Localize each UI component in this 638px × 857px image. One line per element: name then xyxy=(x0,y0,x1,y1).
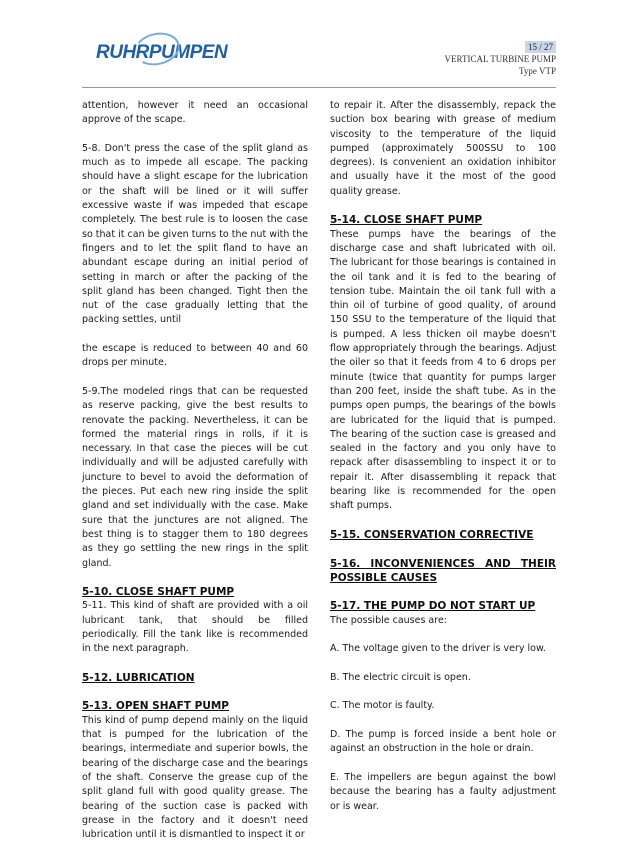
paragraph: This kind of pump depend mainly on the liquid that is pumped for the lubrication of the bearings, intermediate and superior bowls, the bearing of the discharge case and the bearings of the shaft. Conserve the grease cup of the split gland full with good quality grease. The bearing of the suction case is packed with grease in the factory and it doesn't need lubrication until it is dismantled to inspect it or xyxy=(82,714,308,841)
logo-text: RUHRPUMPEN xyxy=(96,42,228,63)
document-header xyxy=(445,41,556,77)
section-heading: 5-10. CLOSE SHAFT PUMP xyxy=(82,586,235,599)
section-heading: 5-16. INCONVENIENCES AND THEIR POSSIBLE CAUSES xyxy=(330,557,556,584)
paragraph: The possible causes are: xyxy=(330,614,447,626)
paragraph: to repair it. After the disassembly, repack the suction box bearing with grease of medium viscosity to the temperature of the liquid pumped (approximately 500SSU to 100 degrees). Is convenient an oxidation inhibitor and usually have it the most of the good quality grease. xyxy=(330,100,556,197)
cause-item: C. The motor is faulty. xyxy=(330,700,435,712)
paragraph: 5-11. This kind of shaft are provided with a oil lubricant tank, that should be filled periodically. Fill the tank like is recommended in the next paragraph. xyxy=(82,600,308,655)
paragraph: attention, however it need an occasional approve of the scape. xyxy=(82,100,308,126)
company-logo xyxy=(96,42,227,64)
logo-swoosh-icon xyxy=(131,29,183,70)
cause-item: E. The impellers are begun against the bowl because the bearing has a faulty adjustment or is wear. xyxy=(330,771,556,812)
paragraph: 5-8. Don't press the case of the split gland as much as to impede all escape. The packing should have a slight escape for the lubrication or the shaft will be lined or it will suffer excessive waste if was impeded that escape completely. The best rule is to loosen the case so that it can be given turns to the nut with the fingers and to let the split fland to have an abundant escape during an initial period of setting in march or after the packing of the split gland has been changed. Tight then the nut of the case gradually letting that the packing settles, until xyxy=(82,142,308,326)
cause-item: A. The voltage given to the driver is very low. xyxy=(330,643,546,655)
cause-item: D. The pump is forced inside a bent hole or against an obstruction in the hole or drain. xyxy=(330,729,556,755)
paragraph: 5-9.The modeled rings that can be requested as reserve packing, give the best results to renovate the packing. Nevertheless, it can be formed the material rings in rolls, if it is necessary. In that case the pieces will be cut individually and will be adjusted carefully with juncture to bevel to avoid the deformation of the pieces. Put each new ring inside the split gland and set individually with the case. Make sure that the junctures are not aligned. The best thing is to stagger them to 180 degrees as they go settling the new rings in the split gland. xyxy=(82,385,308,569)
section-heading: 5-14. CLOSE SHAFT PUMP xyxy=(330,214,483,227)
right-column xyxy=(330,99,556,828)
section-heading: 5-17. THE PUMP DO NOT START UP xyxy=(330,600,536,613)
document-type: Type VTP xyxy=(519,66,556,76)
page-number: 15 / 27 xyxy=(525,41,556,53)
paragraph: These pumps have the bearings of the discharge case and shaft lubricated with oil. The lubricant for those bearings is contained in the oil tank and it is fed to the bearing of tension tube. Maintain the oil tank full with a thin oil of turbine of good quality, of around 150 SSU to the temperature of the liquid that is pumped. A less thicken oil maybe doesn't flow appropriately through the bearings. Adjust the oiler so that it feeds from 4 to 6 drops per minute (twice that quantity for pumps larger than 200 feet, inside the shaft tube. As in the pumps open pumps, the bearings of the bowls are lubricated for the liquid that is pumped. The bearing of the suction case is greased and sealed in the factory and you only have to repack after disassembling to inspect it or to repair it. After disassembling it repack that bearing like is recommended for the open shaft pumps. xyxy=(330,228,556,512)
section-heading: 5-12. LUBRICATION xyxy=(82,671,195,684)
document-title: VERTICAL TURBINE PUMP xyxy=(444,54,556,64)
left-column xyxy=(82,99,308,857)
header-divider xyxy=(82,87,556,88)
section-heading: 5-15. CONSERVATION CORRECTIVE xyxy=(330,528,534,541)
paragraph: the escape is reduced to between 40 and 60 drops per minute. xyxy=(82,343,308,369)
cause-item: B. The electric circuit is open. xyxy=(330,671,471,683)
section-heading: 5-13. OPEN SHAFT PUMP xyxy=(82,700,229,713)
